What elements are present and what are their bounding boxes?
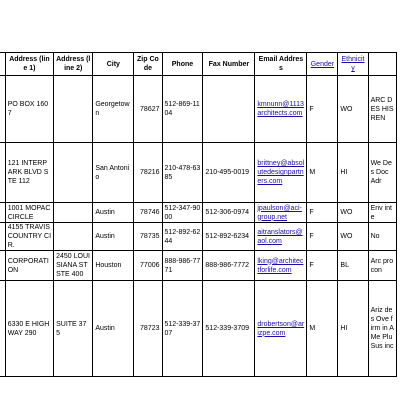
header-gender-link[interactable]: Gender [307,53,338,76]
gender-cell: F [307,251,338,281]
address-line-2-cell: SUITE 375 [54,281,93,377]
fax-cell: 512-892-6234 [203,223,255,251]
city-cell: Georgetown [93,76,134,143]
description-cell: Ariz des Ove firm in A Me Plu Sus inc [368,281,396,377]
phone-cell: 512-892-6244 [162,223,203,251]
description-cell: We Des Doc Adr [368,143,396,203]
ethnicity-cell: HI [338,143,368,203]
gender-cell: F [307,223,338,251]
zip-code-cell: 78735 [134,223,162,251]
city-cell: Austin [93,203,134,223]
email-link[interactable]: lking@architectforlife.com [255,251,307,281]
address-line-2-cell: 2450 LOUISIANA ST STE 400 [54,251,93,281]
phone-cell: 512-347-9000 [162,203,203,223]
address-line-1-cell: 1001 MOPAC CIRCLE [5,203,53,223]
address-line-2-cell [54,143,93,203]
table-row [0,281,397,377]
phone-cell: 210-478-6385 [162,143,203,203]
address-line-2-cell [54,203,93,223]
ethnicity-cell: WO [338,203,368,223]
header-zip-code: Zip Code [134,53,162,76]
gender-cell: M [307,143,338,203]
header-address-line-2: Address (line 2) [54,53,93,76]
email-link[interactable]: aitranslators@aol.com [255,223,307,251]
description-cell: No [368,223,396,251]
table-row [0,143,397,203]
zip-code-cell: 78723 [134,281,162,377]
address-line-1-cell: PO BOX 1607 [5,76,53,143]
email-link[interactable]: kmnunn@1113architects.com [255,76,307,143]
city-cell: San Antonio [93,143,134,203]
address-line-1-cell: 4155 TRAVIS COUNTRY CIR. [5,223,53,251]
description-cell: ARC DES HIS REN [368,76,396,143]
email-link[interactable]: brittney@absolutedesignpartners.com [255,143,307,203]
zip-code-cell: 78746 [134,203,162,223]
header-phone: Phone [162,53,203,76]
header-city: City [93,53,134,76]
header-fax-number: Fax Number [203,53,255,76]
city-cell: Houston [93,251,134,281]
address-line-1-cell: 121 INTERPARK BLVD STE 112 [5,143,53,203]
phone-cell: 512-869-1104 [162,76,203,143]
zip-code-cell: 78627 [134,76,162,143]
address-line-1-cell: 6330 E HIGHWAY 290 [5,281,53,377]
table-row [0,203,397,223]
header-address-line-1: Address (line 1) [5,53,53,76]
table-row [0,76,397,143]
description-cell: Arc pro con [368,251,396,281]
address-line-2-cell [54,76,93,143]
table-row [0,251,397,281]
vendor-table [0,52,397,377]
description-cell: Env inte [368,203,396,223]
ethnicity-cell: WO [338,76,368,143]
city-cell: Austin [93,223,134,251]
zip-code-cell: 78216 [134,143,162,203]
gender-cell: F [307,76,338,143]
fax-cell: 888-986-7772 [203,251,255,281]
phone-cell: 888-986-7771 [162,251,203,281]
zip-code-cell: 77006 [134,251,162,281]
fax-cell: 512-339-3709 [203,281,255,377]
phone-cell: 512-339-3707 [162,281,203,377]
header-ethnicity-link[interactable]: Ethnicity [338,53,368,76]
gender-cell: M [307,281,338,377]
city-cell: Austin [93,281,134,377]
email-link[interactable]: jpaulson@aci-group.net [255,203,307,223]
email-link[interactable]: drobertson@arizpe.com [255,281,307,377]
table-row [0,223,397,251]
address-line-1-cell: CORPORATION [5,251,53,281]
header-row [0,53,397,76]
ethnicity-cell: HI [338,281,368,377]
ethnicity-cell: BL [338,251,368,281]
header-description-spacer [368,53,396,76]
address-line-2-cell [54,223,93,251]
fax-cell [203,76,255,143]
ethnicity-cell: WO [338,223,368,251]
fax-cell: 210-495-0019 [203,143,255,203]
fax-cell: 512-306-0974 [203,203,255,223]
gender-cell: F [307,203,338,223]
header-email-address: Email Address [255,53,307,76]
